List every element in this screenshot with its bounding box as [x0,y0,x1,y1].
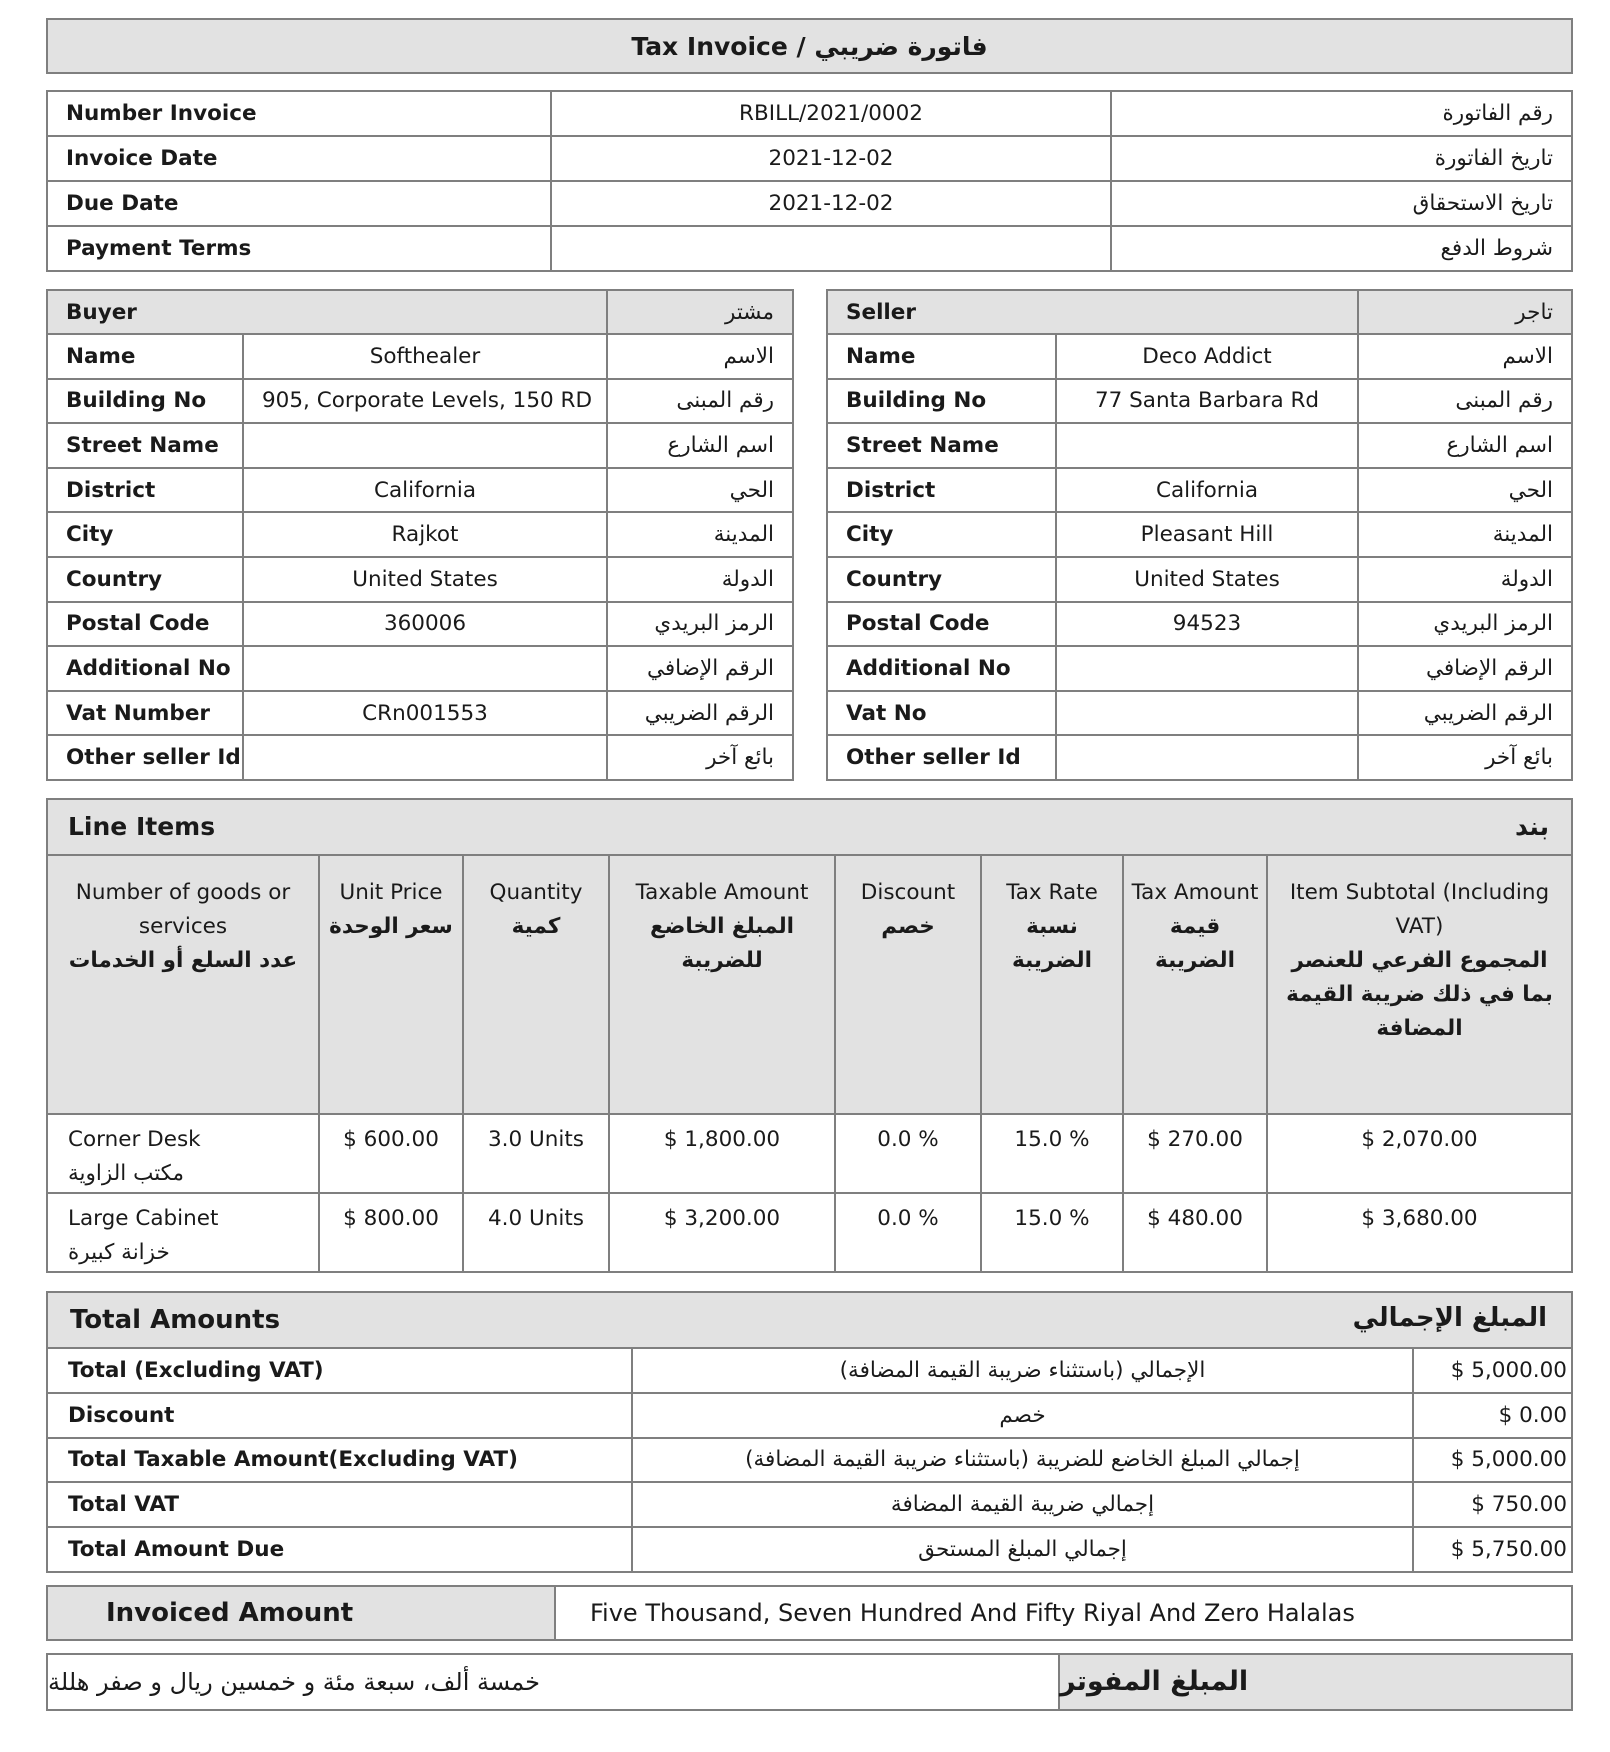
buyer-row [47,379,793,424]
invoiced-amount-words: Five Thousand, Seven Hundred And Fifty Riyal And Zero Halalas [590,1598,1355,1627]
item-tax-rate: 15.0 % [981,1193,1123,1272]
seller-header-label: Seller [827,290,1358,334]
buyer-value [243,646,607,691]
col-goods [47,856,319,1114]
info-label: Due Date [47,181,551,226]
item-quantity: 4.0 Units [463,1193,609,1272]
buyer-value: CRn001553 [243,691,607,736]
info-label-ar: تاريخ الفاتورة [1111,136,1572,181]
seller-value [1056,735,1358,780]
seller-label: Name [827,334,1056,379]
seller-row [827,334,1572,379]
invoice-title: Tax Invoice / فاتورة ضريبي [46,18,1573,74]
total-amount: $ 750.00 [1413,1482,1572,1527]
buyer-label-ar: الاسم [607,334,793,379]
seller-value [1056,691,1358,736]
buyer-value: California [243,468,607,513]
seller-row [827,468,1572,513]
item-name-ar: مكتب الزاوية [68,1160,185,1186]
seller-row [827,602,1572,647]
info-label-ar: شروط الدفع [1111,226,1572,271]
seller-label-ar: بائع آخر [1358,735,1572,780]
seller-label: Other seller Id [827,735,1056,780]
info-label-ar: رقم الفاتورة [1111,91,1572,136]
seller-value [1056,423,1358,468]
seller-label-ar: الرمز البريدي [1358,602,1572,647]
total-label: Total (Excluding VAT) [47,1348,632,1393]
seller-label: Postal Code [827,602,1056,647]
buyer-header-label: Buyer [47,290,607,334]
seller-label: Vat No [827,691,1056,736]
buyer-label: Other seller Id [47,735,243,780]
seller-row [827,646,1572,691]
seller-label-ar: المدينة [1358,512,1572,557]
seller-row [827,557,1572,602]
invoiced-amount-ar [46,1653,1573,1711]
info-label: Invoice Date [47,136,551,181]
total-row [47,1482,1572,1527]
seller-label: Building No [827,379,1056,424]
parties-section [46,289,1573,781]
total-label-ar: إجمالي المبلغ المستحق [632,1527,1413,1572]
total-amount: $ 5,000.00 [1413,1438,1572,1483]
seller-value [1056,646,1358,691]
seller-label-ar: الاسم [1358,334,1572,379]
col-quantity-ar: كمية [511,913,561,939]
total-label: Total Amount Due [47,1527,632,1572]
buyer-label: Additional No [47,646,243,691]
buyer-label: Name [47,334,243,379]
buyer-label-ar: الحي [607,468,793,513]
item-description [47,1114,319,1193]
total-label: Total VAT [47,1482,632,1527]
buyer-label-ar: الرقم الإضافي [607,646,793,691]
seller-row [827,735,1572,780]
seller-row [827,512,1572,557]
seller-value: Pleasant Hill [1056,512,1358,557]
buyer-row [47,602,793,647]
item-taxable: $ 1,800.00 [609,1114,835,1193]
invoice-document [46,18,1573,1711]
total-label-ar: إجمالي المبلغ الخاضع للضريبة (باستثناء ضريبة القيمة المضافة) [632,1438,1413,1483]
total-row [47,1348,1572,1393]
buyer-value: 360006 [243,602,607,647]
col-subtotal [1267,856,1572,1114]
invoiced-amount-en [46,1585,1573,1641]
item-quantity: 3.0 Units [463,1114,609,1193]
total-row [47,1438,1572,1483]
seller-value: 77 Santa Barbara Rd [1056,379,1358,424]
buyer-row [47,691,793,736]
total-amount: $ 0.00 [1413,1393,1572,1438]
total-label-ar: إجمالي ضريبة القيمة المضافة [632,1482,1413,1527]
buyer-value: Rajkot [243,512,607,557]
line-items-title: Line Items [68,812,216,842]
col-tax-rate-en: Tax Rate [1006,879,1098,905]
col-goods-en: Number of goods or services [75,879,291,939]
seller-label-ar: الرقم الإضافي [1358,646,1572,691]
totals-table [46,1347,1573,1573]
seller-header [827,290,1572,334]
seller-label-ar: اسم الشارع [1358,423,1572,468]
buyer-label-ar: رقم المبنى [607,379,793,424]
info-row [47,136,1572,181]
col-unit-price [319,856,463,1114]
total-row [47,1393,1572,1438]
buyer-label: Country [47,557,243,602]
col-quantity-en: Quantity [489,879,583,905]
buyer-row [47,512,793,557]
info-row [47,181,1572,226]
seller-label: Additional No [827,646,1056,691]
item-unit-price: $ 800.00 [319,1193,463,1272]
buyer-label-ar: بائع آخر [607,735,793,780]
seller-label: District [827,468,1056,513]
buyer-row [47,468,793,513]
invoiced-amount-words-ar: خمسة ألف، سبعة مئة و خمسين ريال و صفر هللة [48,1655,1060,1709]
info-label: Number Invoice [47,91,551,136]
buyer-header-label-ar: مشتر [607,290,793,334]
totals-header [46,1291,1573,1349]
line-items-column-headers [47,856,1572,1114]
seller-label-ar: رقم المبنى [1358,379,1572,424]
invoiced-amount-label-ar: المبلغ المفوتر [1060,1655,1571,1709]
buyer-value: 905, Corporate Levels, 150 RD [243,379,607,424]
col-tax-amount [1123,856,1267,1114]
totals-title-ar: المبلغ الإجمالي [1352,1302,1547,1333]
seller-row [827,691,1572,736]
buyer-value [243,735,607,780]
seller-header-label-ar: تاجر [1358,290,1572,334]
line-items-title-ar: بند [1514,811,1549,841]
buyer-row [47,334,793,379]
info-row [47,226,1572,271]
item-tax-amount: $ 480.00 [1123,1193,1267,1272]
col-taxable-ar: المبلغ الخاضع للضريبة [649,913,795,973]
info-value: 2021-12-02 [551,181,1111,226]
col-tax-amount-en: Tax Amount [1131,879,1259,905]
buyer-label-ar: المدينة [607,512,793,557]
col-subtotal-en: Item Subtotal (Including VAT) [1289,879,1550,939]
info-value: RBILL/2021/0002 [551,91,1111,136]
seller-row [827,423,1572,468]
line-item-row [47,1193,1572,1272]
item-tax-amount: $ 270.00 [1123,1114,1267,1193]
col-taxable-en: Taxable Amount [635,879,809,905]
buyer-label: Vat Number [47,691,243,736]
seller-value: 94523 [1056,602,1358,647]
col-discount-ar: خصم [881,913,935,939]
buyer-label-ar: الرمز البريدي [607,602,793,647]
total-label-ar: خصم [632,1393,1413,1438]
total-amount: $ 5,000.00 [1413,1348,1572,1393]
col-taxable [609,856,835,1114]
seller-label: Street Name [827,423,1056,468]
col-unit-price-ar: سعر الوحدة [329,913,453,939]
col-tax-amount-ar: قيمة الضريبة [1155,913,1235,973]
buyer-label: Street Name [47,423,243,468]
invoice-info-table [46,90,1573,272]
info-label-ar: تاريخ الاستحقاق [1111,181,1572,226]
buyer-value: Softhealer [243,334,607,379]
col-subtotal-ar: المجموع الفرعي للعنصر بما في ذلك ضريبة القيمة المضافة [1286,947,1553,1041]
item-description [47,1193,319,1272]
item-tax-rate: 15.0 % [981,1114,1123,1193]
seller-label-ar: الحي [1358,468,1572,513]
total-label-ar: الإجمالي (باستثناء ضريبة القيمة المضافة) [632,1348,1413,1393]
buyer-row [47,735,793,780]
buyer-row [47,646,793,691]
info-label: Payment Terms [47,226,551,271]
seller-table [826,289,1573,781]
col-unit-price-en: Unit Price [339,879,443,905]
buyer-row [47,557,793,602]
item-discount: 0.0 % [835,1114,981,1193]
seller-value: California [1056,468,1358,513]
line-items-header [46,798,1573,856]
line-item-row [47,1114,1572,1193]
item-name: Large Cabinet [68,1205,219,1231]
buyer-header [47,290,793,334]
item-taxable: $ 3,200.00 [609,1193,835,1272]
seller-value: United States [1056,557,1358,602]
seller-row [827,379,1572,424]
buyer-label: City [47,512,243,557]
col-discount [835,856,981,1114]
item-discount: 0.0 % [835,1193,981,1272]
col-goods-ar: عدد السلع أو الخدمات [68,947,298,973]
item-unit-price: $ 600.00 [319,1114,463,1193]
buyer-table [46,289,794,781]
total-row [47,1527,1572,1572]
buyer-label: District [47,468,243,513]
seller-label-ar: الرقم الضريبي [1358,691,1572,736]
total-amount: $ 5,750.00 [1413,1527,1572,1572]
item-subtotal: $ 2,070.00 [1267,1114,1572,1193]
item-subtotal: $ 3,680.00 [1267,1193,1572,1272]
totals-title: Total Amounts [70,1304,281,1335]
seller-label: Country [827,557,1056,602]
seller-value: Deco Addict [1056,334,1358,379]
buyer-label-ar: الدولة [607,557,793,602]
buyer-row [47,423,793,468]
item-name-ar: خزانة كبيرة [68,1239,170,1265]
invoiced-amount-label: Invoiced Amount [48,1587,556,1639]
buyer-label-ar: الرقم الضريبي [607,691,793,736]
col-discount-en: Discount [860,879,956,905]
line-items-table [46,856,1573,1273]
seller-label-ar: الدولة [1358,557,1572,602]
info-value [551,226,1111,271]
info-row [47,91,1572,136]
seller-label: City [827,512,1056,557]
col-quantity [463,856,609,1114]
item-name: Corner Desk [68,1126,201,1152]
buyer-label: Postal Code [47,602,243,647]
total-label: Total Taxable Amount(Excluding VAT) [47,1438,632,1483]
info-value: 2021-12-02 [551,136,1111,181]
buyer-value: United States [243,557,607,602]
buyer-label-ar: اسم الشارع [607,423,793,468]
buyer-label: Building No [47,379,243,424]
total-label: Discount [47,1393,632,1438]
col-tax-rate-ar: نسبة الضريبة [1012,913,1092,973]
col-tax-rate [981,856,1123,1114]
buyer-value [243,423,607,468]
